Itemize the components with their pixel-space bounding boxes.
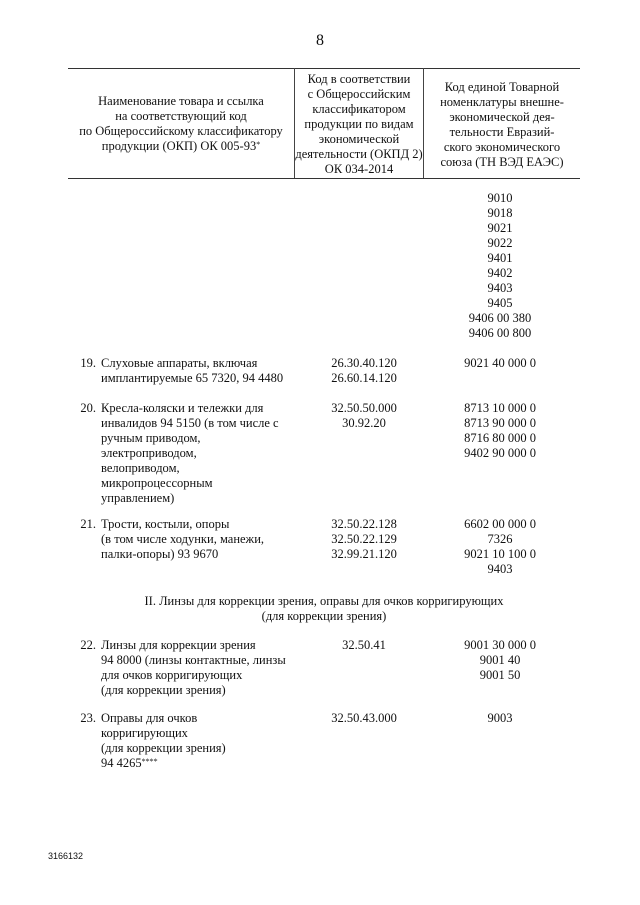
tnved-code: 9405 (487, 296, 513, 310)
row-okpd (304, 401, 424, 431)
okpd-code: 26.60.14.120 (331, 371, 397, 385)
okpd-code: 32.50.22.128 (331, 517, 397, 531)
header-col-tnved-line: союза (ТН ВЭД ЕАЭС) (440, 155, 564, 169)
row-number: 23. (80, 711, 96, 725)
tnved-code: 8713 10 000 0 (464, 401, 536, 415)
row-name-line: велоприводом, (101, 461, 180, 475)
document-code: 3166132 (48, 851, 84, 861)
row-name (101, 638, 301, 698)
header-col-name (68, 94, 294, 154)
row-name-line: управлением) (101, 491, 175, 505)
tnved-code: 9010 (487, 191, 513, 205)
row-name-line: Слуховые аппараты, включая (101, 356, 258, 370)
header-col-okpd-line: деятельности (ОКПД 2) (295, 147, 423, 161)
tnved-code: 9001 50 (479, 668, 521, 682)
row-number: 22. (80, 638, 96, 652)
row-tnved (425, 638, 575, 683)
header-col-tnved-line: ского экономического (443, 140, 561, 154)
header-col-okpd-line: с Общероссийским (307, 87, 411, 101)
header-col-tnved-line: номенклатуры внешне- (440, 95, 564, 109)
header-col-okpd-line: экономической (318, 132, 400, 146)
header-col-okpd-line: Код в соответствии (307, 72, 411, 86)
row-okpd (304, 711, 424, 726)
continuation-codes (425, 191, 575, 341)
tnved-code: 9401 (487, 251, 513, 265)
row-name-line: для очков корригирующих (101, 668, 243, 682)
row-name (101, 517, 301, 562)
page-number: 8 (316, 32, 324, 49)
section-title-line: (для коррекции зрения) (261, 609, 387, 623)
tnved-code: 9403 (487, 281, 513, 295)
header-col-okpd (295, 72, 423, 177)
section-title (68, 594, 580, 624)
tnved-code: 8713 90 000 0 (464, 416, 536, 430)
tnved-code: 9001 30 000 0 (464, 638, 536, 652)
header-col-tnved-line: Код единой Товарной (444, 80, 560, 94)
row-name (101, 356, 301, 386)
tnved-code: 7326 (487, 532, 513, 546)
row-name-line: электроприводом, (101, 446, 197, 460)
header-col-name-line: по Общероссийскому классификатору (79, 124, 283, 138)
tnved-code: 9003 (487, 711, 513, 725)
okpd-code: 32.50.41 (342, 638, 386, 652)
row-okpd (304, 356, 424, 386)
tnved-code: 8716 80 000 0 (464, 431, 536, 445)
table-header-bottom-rule (68, 178, 580, 179)
row-name-line: корригирующих (101, 726, 188, 740)
row-okpd (304, 517, 424, 562)
header-col-tnved (424, 80, 580, 170)
row-tnved (425, 356, 575, 371)
tnved-code: 9406 00 380 (468, 311, 532, 325)
row-name-line: палки-опоры) 93 9670 (101, 547, 219, 561)
tnved-code: 9021 10 100 0 (464, 547, 536, 561)
row-name-line: Трости, костыли, опоры (101, 517, 230, 531)
row-name-line: 94 4265**** (101, 756, 158, 770)
header-col-okpd-line: классификатором (312, 102, 406, 116)
row-name-line: 94 8000 (линзы контактные, линзы (101, 653, 286, 667)
row-number: 19. (80, 356, 96, 370)
row-name-line: Кресла-коляски и тележки для (101, 401, 264, 415)
header-col-name-line: продукции (ОКП) ОК 005-93* (101, 139, 261, 153)
footnote-mark: * (256, 140, 261, 149)
header-col-tnved-line: экономической дея- (449, 110, 555, 124)
header-col-okpd-line: продукции по видам (304, 117, 414, 131)
tnved-code: 9021 40 000 0 (464, 356, 536, 370)
tnved-code: 9402 90 000 0 (464, 446, 536, 460)
tnved-code: 6602 00 000 0 (464, 517, 536, 531)
tnved-code: 9021 (487, 221, 513, 235)
row-name-line: инвалидов 94 5150 (в том числе с (101, 416, 279, 430)
row-tnved (425, 401, 575, 461)
row-name-line: Оправы для очков (101, 711, 198, 725)
row-number: 20. (80, 401, 96, 415)
row-name-line: Линзы для коррекции зрения (101, 638, 256, 652)
row-name-line: (для коррекции зрения) (101, 683, 226, 697)
row-name-line: (в том числе ходунки, манежи, (101, 532, 265, 546)
row-name-line: ручным приводом, (101, 431, 201, 445)
tnved-code: 9001 40 (479, 653, 521, 667)
row-name (101, 401, 301, 506)
header-col-name-line: на соответствующий код (115, 109, 247, 123)
okpd-code: 26.30.40.120 (331, 356, 397, 370)
tnved-code: 9402 (487, 266, 513, 280)
tnved-code: 9406 00 800 (468, 326, 532, 340)
okpd-code: 30.92.20 (342, 416, 386, 430)
row-name (101, 711, 301, 771)
tnved-code: 9022 (487, 236, 513, 250)
okpd-code: 32.50.43.000 (331, 711, 397, 725)
tnved-code: 9403 (487, 562, 513, 576)
header-col-tnved-line: тельности Евразий- (449, 125, 555, 139)
row-name-line: (для коррекции зрения) (101, 741, 226, 755)
okpd-code: 32.50.50.000 (331, 401, 397, 415)
footnote-mark: **** (141, 757, 158, 766)
header-col-name-line: Наименование товара и ссылка (98, 94, 264, 108)
row-name-line: микропроцессорным (101, 476, 213, 490)
header-col-okpd-line: ОК 034-2014 (324, 162, 394, 176)
row-name-line: имплантируемые 65 7320, 94 4480 (101, 371, 284, 385)
okpd-code: 32.99.21.120 (331, 547, 397, 561)
section-title-line: II. Линзы для коррекции зрения, оправы для очков корригирующих (144, 594, 504, 608)
tnved-code: 9018 (487, 206, 513, 220)
row-number: 21. (80, 517, 96, 531)
row-tnved (425, 517, 575, 577)
okpd-code: 32.50.22.129 (331, 532, 397, 546)
row-tnved (425, 711, 575, 726)
table-top-rule (68, 68, 580, 69)
row-okpd (304, 638, 424, 653)
